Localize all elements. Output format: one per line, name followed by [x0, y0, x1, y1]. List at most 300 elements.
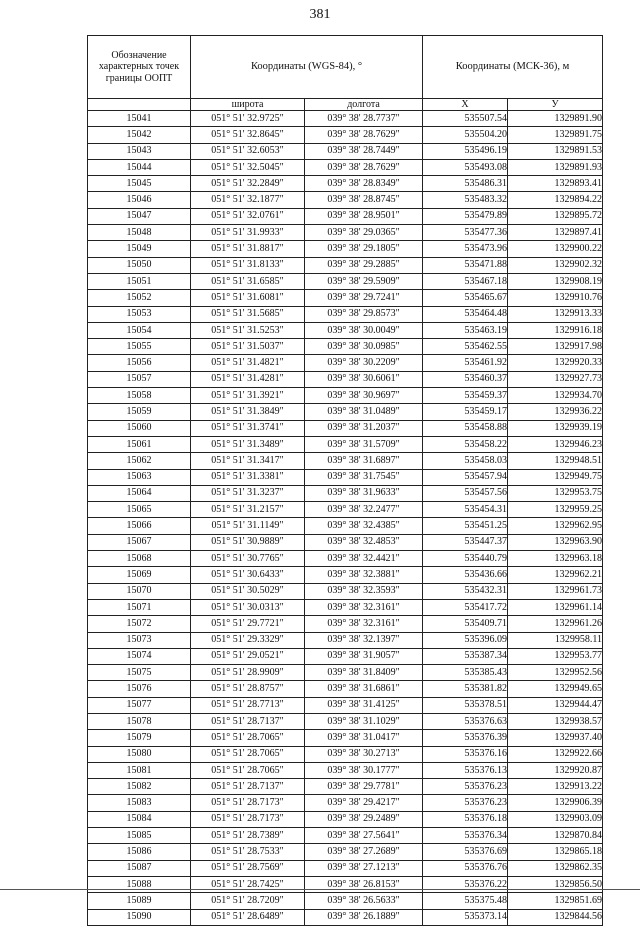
latitude-cell: 051° 51' 31.2157"	[191, 502, 305, 518]
x-coordinate-cell: 535376.16	[423, 746, 508, 762]
latitude-cell: 051° 51' 30.9889"	[191, 534, 305, 550]
y-coordinate-cell: 1329963.90	[508, 534, 603, 550]
msk36-header: Координаты (МСК-36), м	[423, 36, 603, 99]
point-id-cell: 15069	[88, 567, 191, 583]
latitude-cell: 051° 51' 28.7173"	[191, 795, 305, 811]
longitude-cell: 039° 38' 32.3593"	[305, 583, 423, 599]
y-coordinate-cell: 1329891.53	[508, 143, 603, 159]
point-id-cell: 15058	[88, 388, 191, 404]
table-body	[88, 111, 603, 926]
latitude-cell: 051° 51' 31.3237"	[191, 485, 305, 501]
y-coordinate-cell: 1329949.75	[508, 469, 603, 485]
x-coordinate-cell: 535459.17	[423, 404, 508, 420]
table-row	[88, 518, 603, 534]
table-row	[88, 534, 603, 550]
latitude-cell: 051° 51' 28.7533"	[191, 844, 305, 860]
y-coordinate-cell: 1329961.73	[508, 583, 603, 599]
x-coordinate-cell: 535376.23	[423, 795, 508, 811]
x-coordinate-cell: 535417.72	[423, 599, 508, 615]
y-coordinate-cell: 1329910.76	[508, 290, 603, 306]
table-row	[88, 225, 603, 241]
point-id-cell: 15063	[88, 469, 191, 485]
longitude-cell: 039° 38' 32.2477"	[305, 502, 423, 518]
latitude-cell: 051° 51' 31.3849"	[191, 404, 305, 420]
longitude-cell: 039° 38' 30.6061"	[305, 371, 423, 387]
latitude-cell: 051° 51' 28.7713"	[191, 697, 305, 713]
latitude-cell: 051° 51' 32.9725"	[191, 111, 305, 127]
latitude-cell: 051° 51' 28.7137"	[191, 779, 305, 795]
x-coordinate-cell: 535373.14	[423, 909, 508, 925]
point-id-cell: 15059	[88, 404, 191, 420]
longitude-cell: 039° 38' 29.7781"	[305, 779, 423, 795]
point-id-cell: 15085	[88, 828, 191, 844]
longitude-cell: 039° 38' 26.5633"	[305, 893, 423, 909]
longitude-cell: 039° 38' 29.2489"	[305, 811, 423, 827]
latitude-cell: 051° 51' 31.5037"	[191, 339, 305, 355]
point-id-cell: 15056	[88, 355, 191, 371]
table-row	[88, 176, 603, 192]
table-row	[88, 746, 603, 762]
point-id-cell: 15050	[88, 257, 191, 273]
longitude-cell: 039° 38' 30.2209"	[305, 355, 423, 371]
latitude-cell: 051° 51' 30.6433"	[191, 567, 305, 583]
table-row	[88, 583, 603, 599]
y-coordinate-cell: 1329961.14	[508, 599, 603, 615]
table-row	[88, 404, 603, 420]
longitude-cell: 039° 38' 31.2037"	[305, 420, 423, 436]
y-header: У	[508, 99, 603, 111]
point-id-cell: 15086	[88, 844, 191, 860]
x-coordinate-cell: 535376.39	[423, 730, 508, 746]
longitude-cell: 039° 38' 26.1889"	[305, 909, 423, 925]
table-row	[88, 860, 603, 876]
longitude-cell: 039° 38' 30.0049"	[305, 322, 423, 338]
table-row	[88, 599, 603, 615]
designation-subheader	[88, 99, 191, 111]
point-id-cell: 15043	[88, 143, 191, 159]
y-coordinate-cell: 1329844.56	[508, 909, 603, 925]
longitude-cell: 039° 38' 31.0417"	[305, 730, 423, 746]
point-id-cell: 15080	[88, 746, 191, 762]
latitude-cell: 051° 51' 28.7209"	[191, 893, 305, 909]
table-row	[88, 844, 603, 860]
x-coordinate-cell: 535376.23	[423, 779, 508, 795]
latitude-cell: 051° 51' 29.0521"	[191, 648, 305, 664]
point-id-cell: 15067	[88, 534, 191, 550]
point-id-cell: 15090	[88, 909, 191, 925]
x-coordinate-cell: 535463.19	[423, 322, 508, 338]
x-coordinate-cell: 535376.34	[423, 828, 508, 844]
longitude-cell: 039° 38' 30.2713"	[305, 746, 423, 762]
y-coordinate-cell: 1329962.21	[508, 567, 603, 583]
longitude-cell: 039° 38' 29.2885"	[305, 257, 423, 273]
y-coordinate-cell: 1329958.11	[508, 632, 603, 648]
longitude-cell: 039° 38' 28.8349"	[305, 176, 423, 192]
table-row	[88, 485, 603, 501]
longitude-cell: 039° 38' 29.0365"	[305, 225, 423, 241]
x-coordinate-cell: 535458.22	[423, 436, 508, 452]
point-id-cell: 15042	[88, 127, 191, 143]
table-row	[88, 453, 603, 469]
latitude-cell: 051° 51' 28.7425"	[191, 876, 305, 892]
y-coordinate-cell: 1329908.19	[508, 273, 603, 289]
point-id-cell: 15077	[88, 697, 191, 713]
y-coordinate-cell: 1329865.18	[508, 844, 603, 860]
table-row	[88, 551, 603, 567]
y-coordinate-cell: 1329891.90	[508, 111, 603, 127]
x-coordinate-cell: 535486.31	[423, 176, 508, 192]
latitude-cell: 051° 51' 31.8133"	[191, 257, 305, 273]
x-coordinate-cell: 535467.18	[423, 273, 508, 289]
longitude-cell: 039° 38' 27.1213"	[305, 860, 423, 876]
table-row	[88, 648, 603, 664]
table-row	[88, 730, 603, 746]
point-id-cell: 15083	[88, 795, 191, 811]
x-coordinate-cell: 535457.94	[423, 469, 508, 485]
y-coordinate-cell: 1329917.98	[508, 339, 603, 355]
y-coordinate-cell: 1329952.56	[508, 665, 603, 681]
y-coordinate-cell: 1329895.72	[508, 208, 603, 224]
longitude-cell: 039° 38' 32.1397"	[305, 632, 423, 648]
x-coordinate-cell: 535376.13	[423, 762, 508, 778]
longitude-cell: 039° 38' 27.5641"	[305, 828, 423, 844]
y-coordinate-cell: 1329913.22	[508, 779, 603, 795]
y-coordinate-cell: 1329856.50	[508, 876, 603, 892]
x-coordinate-cell: 535385.43	[423, 665, 508, 681]
point-id-cell: 15081	[88, 762, 191, 778]
table-row	[88, 355, 603, 371]
point-id-cell: 15060	[88, 420, 191, 436]
latitude-cell: 051° 51' 32.8645"	[191, 127, 305, 143]
longitude-cell: 039° 38' 31.4125"	[305, 697, 423, 713]
latitude-cell: 051° 51' 31.3741"	[191, 420, 305, 436]
table-row	[88, 697, 603, 713]
y-coordinate-cell: 1329916.18	[508, 322, 603, 338]
x-coordinate-cell: 535477.36	[423, 225, 508, 241]
table-row	[88, 469, 603, 485]
y-coordinate-cell: 1329902.32	[508, 257, 603, 273]
longitude-cell: 039° 38' 29.7241"	[305, 290, 423, 306]
point-id-cell: 15053	[88, 306, 191, 322]
longitude-cell: 039° 38' 31.5709"	[305, 436, 423, 452]
table-row	[88, 632, 603, 648]
table-row	[88, 159, 603, 175]
latitude-cell: 051° 51' 30.7765"	[191, 551, 305, 567]
x-coordinate-cell: 535375.48	[423, 893, 508, 909]
y-coordinate-cell: 1329900.22	[508, 241, 603, 257]
x-coordinate-cell: 535381.82	[423, 681, 508, 697]
coordinates-table	[87, 35, 603, 926]
latitude-cell: 051° 51' 28.6489"	[191, 909, 305, 925]
header-row-main	[88, 36, 603, 99]
x-coordinate-cell: 535479.89	[423, 208, 508, 224]
table-row	[88, 339, 603, 355]
point-id-cell: 15057	[88, 371, 191, 387]
point-id-cell: 15072	[88, 616, 191, 632]
table-row	[88, 828, 603, 844]
y-coordinate-cell: 1329949.65	[508, 681, 603, 697]
longitude-cell: 039° 38' 29.8573"	[305, 306, 423, 322]
y-coordinate-cell: 1329963.18	[508, 551, 603, 567]
longitude-cell: 039° 38' 26.8153"	[305, 876, 423, 892]
table-row	[88, 273, 603, 289]
y-coordinate-cell: 1329906.39	[508, 795, 603, 811]
table-row	[88, 290, 603, 306]
x-coordinate-cell: 535465.67	[423, 290, 508, 306]
table-row	[88, 616, 603, 632]
point-id-cell: 15087	[88, 860, 191, 876]
point-id-cell: 15046	[88, 192, 191, 208]
x-coordinate-cell: 535504.20	[423, 127, 508, 143]
latitude-cell: 051° 51' 28.7065"	[191, 730, 305, 746]
x-coordinate-cell: 535447.37	[423, 534, 508, 550]
table-row	[88, 111, 603, 127]
latitude-cell: 051° 51' 30.5029"	[191, 583, 305, 599]
x-coordinate-cell: 535459.37	[423, 388, 508, 404]
table-row	[88, 208, 603, 224]
y-coordinate-cell: 1329953.77	[508, 648, 603, 664]
latitude-cell: 051° 51' 31.6585"	[191, 273, 305, 289]
latitude-cell: 051° 51' 28.7137"	[191, 713, 305, 729]
table-row	[88, 762, 603, 778]
latitude-cell: 051° 51' 32.2849"	[191, 176, 305, 192]
latitude-cell: 051° 51' 29.7721"	[191, 616, 305, 632]
y-coordinate-cell: 1329948.51	[508, 453, 603, 469]
point-id-cell: 15078	[88, 713, 191, 729]
point-id-cell: 15089	[88, 893, 191, 909]
table-row	[88, 420, 603, 436]
longitude-cell: 039° 38' 31.9633"	[305, 485, 423, 501]
x-coordinate-cell: 535464.48	[423, 306, 508, 322]
table-row	[88, 502, 603, 518]
y-coordinate-cell: 1329913.33	[508, 306, 603, 322]
point-id-cell: 15074	[88, 648, 191, 664]
point-id-cell: 15045	[88, 176, 191, 192]
designation-header: Обозначение характерных точек границы ООПТ	[88, 36, 191, 99]
table-row	[88, 811, 603, 827]
latitude-cell: 051° 51' 28.7569"	[191, 860, 305, 876]
longitude-cell: 039° 38' 31.6897"	[305, 453, 423, 469]
y-coordinate-cell: 1329939.19	[508, 420, 603, 436]
x-coordinate-cell: 535376.69	[423, 844, 508, 860]
x-coordinate-cell: 535458.03	[423, 453, 508, 469]
latitude-cell: 051° 51' 31.3417"	[191, 453, 305, 469]
longitude-cell: 039° 38' 28.7737"	[305, 111, 423, 127]
latitude-cell: 051° 51' 31.9933"	[191, 225, 305, 241]
x-coordinate-cell: 535376.22	[423, 876, 508, 892]
longitude-cell: 039° 38' 29.4217"	[305, 795, 423, 811]
longitude-cell: 039° 38' 31.9057"	[305, 648, 423, 664]
latitude-cell: 051° 51' 30.0313"	[191, 599, 305, 615]
latitude-cell: 051° 51' 28.7065"	[191, 762, 305, 778]
table-row	[88, 306, 603, 322]
latitude-header: широта	[191, 99, 305, 111]
latitude-cell: 051° 51' 32.5045"	[191, 159, 305, 175]
y-coordinate-cell: 1329946.23	[508, 436, 603, 452]
x-coordinate-cell: 535473.96	[423, 241, 508, 257]
y-coordinate-cell: 1329936.22	[508, 404, 603, 420]
longitude-cell: 039° 38' 29.1805"	[305, 241, 423, 257]
x-coordinate-cell: 535493.08	[423, 159, 508, 175]
y-coordinate-cell: 1329903.09	[508, 811, 603, 827]
latitude-cell: 051° 51' 32.0761"	[191, 208, 305, 224]
point-id-cell: 15054	[88, 322, 191, 338]
latitude-cell: 051° 51' 31.3489"	[191, 436, 305, 452]
longitude-cell: 039° 38' 32.3881"	[305, 567, 423, 583]
x-coordinate-cell: 535454.31	[423, 502, 508, 518]
y-coordinate-cell: 1329894.22	[508, 192, 603, 208]
longitude-cell: 039° 38' 31.6861"	[305, 681, 423, 697]
y-coordinate-cell: 1329891.93	[508, 159, 603, 175]
point-id-cell: 15076	[88, 681, 191, 697]
longitude-cell: 039° 38' 30.9697"	[305, 388, 423, 404]
y-coordinate-cell: 1329937.40	[508, 730, 603, 746]
point-id-cell: 15051	[88, 273, 191, 289]
table-row	[88, 436, 603, 452]
longitude-cell: 039° 38' 28.8745"	[305, 192, 423, 208]
x-coordinate-cell: 535496.19	[423, 143, 508, 159]
point-id-cell: 15064	[88, 485, 191, 501]
x-coordinate-cell: 535378.51	[423, 697, 508, 713]
y-coordinate-cell: 1329922.66	[508, 746, 603, 762]
y-coordinate-cell: 1329927.73	[508, 371, 603, 387]
longitude-cell: 039° 38' 31.0489"	[305, 404, 423, 420]
x-coordinate-cell: 535471.88	[423, 257, 508, 273]
longitude-cell: 039° 38' 32.3161"	[305, 616, 423, 632]
y-coordinate-cell: 1329862.35	[508, 860, 603, 876]
point-id-cell: 15055	[88, 339, 191, 355]
point-id-cell: 15062	[88, 453, 191, 469]
longitude-cell: 039° 38' 30.0985"	[305, 339, 423, 355]
latitude-cell: 051° 51' 31.4821"	[191, 355, 305, 371]
point-id-cell: 15065	[88, 502, 191, 518]
longitude-cell: 039° 38' 28.7629"	[305, 159, 423, 175]
x-coordinate-cell: 535458.88	[423, 420, 508, 436]
x-coordinate-cell: 535483.32	[423, 192, 508, 208]
x-coordinate-cell: 535507.54	[423, 111, 508, 127]
latitude-cell: 051° 51' 31.3921"	[191, 388, 305, 404]
point-id-cell: 15084	[88, 811, 191, 827]
latitude-cell: 051° 51' 28.9909"	[191, 665, 305, 681]
table-row	[88, 371, 603, 387]
point-id-cell: 15073	[88, 632, 191, 648]
footer-divider	[0, 889, 640, 890]
table-row	[88, 143, 603, 159]
y-coordinate-cell: 1329953.75	[508, 485, 603, 501]
y-coordinate-cell: 1329920.33	[508, 355, 603, 371]
y-coordinate-cell: 1329891.75	[508, 127, 603, 143]
table-row	[88, 681, 603, 697]
longitude-cell: 039° 38' 32.4385"	[305, 518, 423, 534]
longitude-cell: 039° 38' 32.3161"	[305, 599, 423, 615]
table-row	[88, 322, 603, 338]
x-coordinate-cell: 535460.37	[423, 371, 508, 387]
latitude-cell: 051° 51' 31.3381"	[191, 469, 305, 485]
y-coordinate-cell: 1329961.26	[508, 616, 603, 632]
latitude-cell: 051° 51' 32.1877"	[191, 192, 305, 208]
x-coordinate-cell: 535376.18	[423, 811, 508, 827]
longitude-cell: 039° 38' 28.7629"	[305, 127, 423, 143]
y-coordinate-cell: 1329870.84	[508, 828, 603, 844]
x-coordinate-cell: 535376.63	[423, 713, 508, 729]
longitude-cell: 039° 38' 32.4853"	[305, 534, 423, 550]
point-id-cell: 15068	[88, 551, 191, 567]
point-id-cell: 15052	[88, 290, 191, 306]
longitude-cell: 039° 38' 32.4421"	[305, 551, 423, 567]
longitude-cell: 039° 38' 31.1029"	[305, 713, 423, 729]
wgs84-header: Координаты (WGS-84), °	[191, 36, 423, 99]
x-coordinate-cell: 535376.76	[423, 860, 508, 876]
point-id-cell: 15044	[88, 159, 191, 175]
y-coordinate-cell: 1329962.95	[508, 518, 603, 534]
latitude-cell: 051° 51' 31.1149"	[191, 518, 305, 534]
point-id-cell: 15047	[88, 208, 191, 224]
page-number: 381	[309, 7, 331, 22]
point-id-cell: 15088	[88, 876, 191, 892]
table-row	[88, 567, 603, 583]
longitude-cell: 039° 38' 30.1777"	[305, 762, 423, 778]
y-coordinate-cell: 1329938.57	[508, 713, 603, 729]
table-row	[88, 127, 603, 143]
longitude-cell: 039° 38' 31.7545"	[305, 469, 423, 485]
table-row	[88, 713, 603, 729]
latitude-cell: 051° 51' 31.8817"	[191, 241, 305, 257]
table-row	[88, 893, 603, 909]
longitude-header: долгота	[305, 99, 423, 111]
x-coordinate-cell: 535462.55	[423, 339, 508, 355]
longitude-cell: 039° 38' 29.5909"	[305, 273, 423, 289]
y-coordinate-cell: 1329934.70	[508, 388, 603, 404]
table-row	[88, 241, 603, 257]
x-coordinate-cell: 535432.31	[423, 583, 508, 599]
latitude-cell: 051° 51' 28.7065"	[191, 746, 305, 762]
table-row	[88, 192, 603, 208]
x-coordinate-cell: 535396.09	[423, 632, 508, 648]
latitude-cell: 051° 51' 28.8757"	[191, 681, 305, 697]
longitude-cell: 039° 38' 28.7449"	[305, 143, 423, 159]
point-id-cell: 15082	[88, 779, 191, 795]
latitude-cell: 051° 51' 31.4281"	[191, 371, 305, 387]
latitude-cell: 051° 51' 32.6053"	[191, 143, 305, 159]
latitude-cell: 051° 51' 29.3329"	[191, 632, 305, 648]
x-coordinate-cell: 535436.66	[423, 567, 508, 583]
x-coordinate-cell: 535451.25	[423, 518, 508, 534]
table-row	[88, 388, 603, 404]
longitude-cell: 039° 38' 27.2689"	[305, 844, 423, 860]
point-id-cell: 15049	[88, 241, 191, 257]
table-row	[88, 665, 603, 681]
latitude-cell: 051° 51' 28.7389"	[191, 828, 305, 844]
point-id-cell: 15061	[88, 436, 191, 452]
point-id-cell: 15079	[88, 730, 191, 746]
point-id-cell: 15071	[88, 599, 191, 615]
x-coordinate-cell: 535440.79	[423, 551, 508, 567]
y-coordinate-cell: 1329959.25	[508, 502, 603, 518]
latitude-cell: 051° 51' 28.7173"	[191, 811, 305, 827]
longitude-cell: 039° 38' 31.8409"	[305, 665, 423, 681]
y-coordinate-cell: 1329893.41	[508, 176, 603, 192]
table-row	[88, 909, 603, 925]
latitude-cell: 051° 51' 31.6081"	[191, 290, 305, 306]
x-header: X	[423, 99, 508, 111]
longitude-cell: 039° 38' 28.9501"	[305, 208, 423, 224]
table-row	[88, 779, 603, 795]
x-coordinate-cell: 535387.34	[423, 648, 508, 664]
x-coordinate-cell: 535461.92	[423, 355, 508, 371]
table-row	[88, 257, 603, 273]
latitude-cell: 051° 51' 31.5685"	[191, 306, 305, 322]
latitude-cell: 051° 51' 31.5253"	[191, 322, 305, 338]
